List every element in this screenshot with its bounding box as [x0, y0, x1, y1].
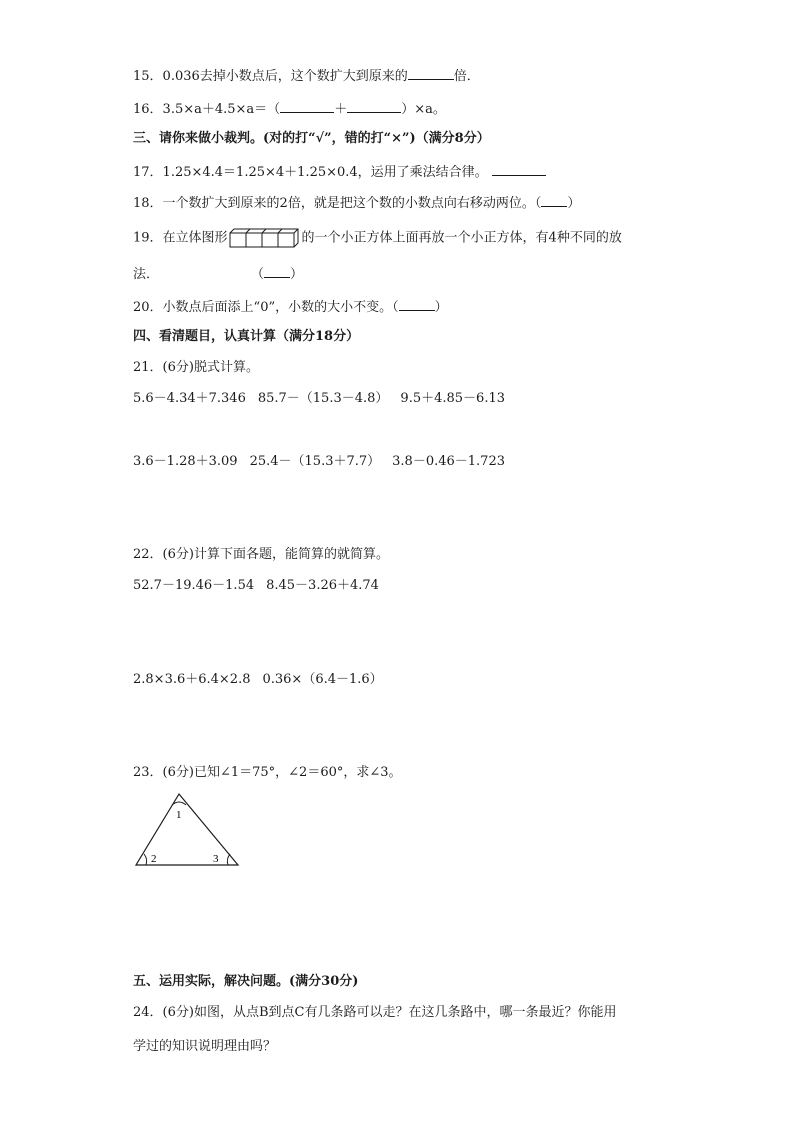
- question-16: [133, 99, 446, 119]
- expression: 9.5＋4.85－6.13: [400, 391, 505, 406]
- expression: 85.7－（15.3－4.8）: [257, 391, 389, 406]
- question-16-plus: ＋: [334, 102, 348, 117]
- expression: 52.7－19.46－1.54: [133, 578, 255, 593]
- question-24-line1: 24．(6分)如图，从点B到点C有几条路可以走？在这几条路中，哪一条最近？你能用: [133, 1005, 617, 1020]
- question-17: [133, 162, 546, 182]
- question-22-text: 22．(6分)计算下面各题，能简算的就简算。: [133, 547, 389, 562]
- expression: 0.36×（6.4－1.6）: [262, 672, 383, 687]
- paren-open: （: [251, 267, 265, 282]
- angle-1-label: 1: [176, 809, 182, 821]
- triangle-diagram: [132, 792, 242, 870]
- section-5-title: 五、运用实际，解决问题。(满分30分): [133, 974, 359, 989]
- expression: 2.8×3.6＋6.4×2.8: [133, 672, 251, 687]
- question-19-pre: 19．在立体图形: [133, 230, 228, 246]
- question-17-text: 17．1.25×4.4＝1.25×4＋1.25×0.4，运用了乘法结合律。: [133, 165, 488, 180]
- question-19-post: 的一个小正方体上面再放一个小正方体，有4种不同的放: [301, 230, 622, 246]
- question-15-text: 15．0.036去掉小数点后，这个数扩大到原来的: [133, 69, 408, 84]
- question-16-tail: ）×a。: [401, 102, 446, 117]
- question-18-tail: ）: [567, 196, 581, 211]
- angle-3-label: 3: [213, 853, 219, 865]
- expression: 5.6－4.34＋7.346: [133, 391, 246, 406]
- question-23-text: 23．(6分)已知∠1＝75°，∠2＝60°，求∠3。: [133, 765, 402, 780]
- question-20-text: 20．小数点后面添上“0”，小数的大小不变。（: [133, 300, 399, 315]
- question-24-line2: 学过的知识说明理由吗？: [133, 1039, 277, 1054]
- question-18-text: 18．一个数扩大到原来的2倍，就是把这个数的小数点向右移动两位。（: [133, 196, 542, 211]
- expression: 25.4－（15.3＋7.7）: [249, 454, 381, 469]
- section-4-title: 四、看清题目，认真计算（满分18分）: [133, 329, 360, 344]
- question-19: [133, 228, 622, 248]
- answer-blank[interactable]: [280, 99, 334, 113]
- question-16-text: 16．3.5×a＋4.5×a＝（: [133, 102, 281, 117]
- answer-blank[interactable]: [408, 66, 454, 80]
- expression: 3.6－1.28＋3.09: [133, 454, 238, 469]
- question-21-row2: [133, 453, 517, 471]
- question-18: [133, 193, 580, 213]
- answer-blank[interactable]: [399, 297, 435, 311]
- question-15-tail: 倍．: [453, 69, 480, 84]
- expression: 8.45－3.26＋4.74: [266, 578, 379, 593]
- triangle-figure: [132, 792, 242, 874]
- question-19-line2-text: 法．: [133, 267, 160, 282]
- question-20-tail: ）: [434, 300, 448, 315]
- expression: 3.8－0.46－1.723: [392, 454, 505, 469]
- question-19-line2: [133, 264, 303, 284]
- cubes-figure-icon: [229, 228, 301, 248]
- question-20: [133, 297, 448, 317]
- answer-blank[interactable]: [264, 264, 290, 278]
- question-21-text: 21．(6分)脱式计算。: [133, 360, 259, 375]
- question-21-row1: [133, 390, 517, 408]
- angle-2-arc: [144, 854, 147, 865]
- answer-blank[interactable]: [492, 162, 546, 176]
- section-3-title: 三、请你来做小裁判。(对的打“√”，错的打“×”)（满分8分）: [133, 131, 490, 146]
- angle-2-label: 2: [151, 853, 157, 865]
- question-15: [133, 66, 480, 86]
- question-22-row2: [133, 671, 395, 689]
- answer-blank[interactable]: [347, 99, 401, 113]
- question-22-row1: [133, 577, 391, 595]
- paren-close: ）: [290, 267, 304, 282]
- answer-blank[interactable]: [541, 193, 567, 207]
